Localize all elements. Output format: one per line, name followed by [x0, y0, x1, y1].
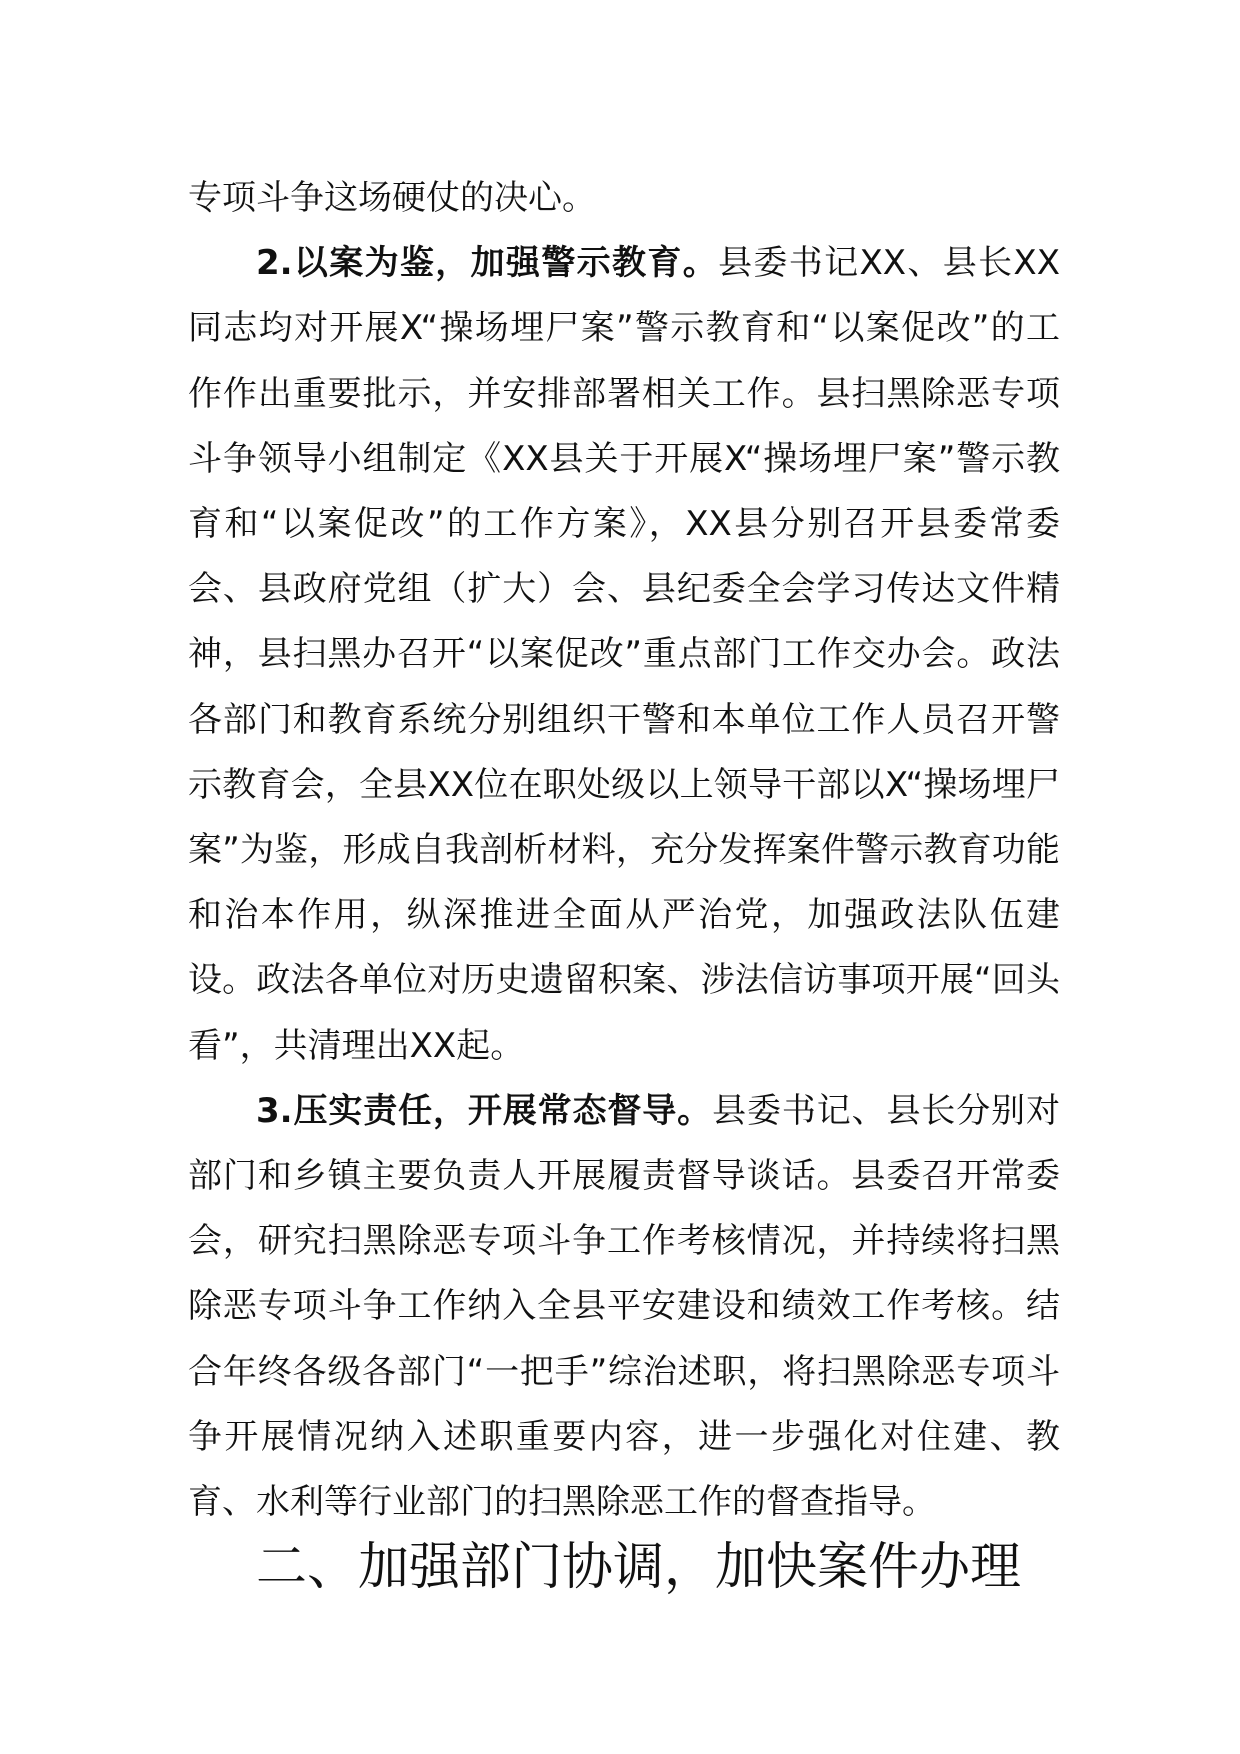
- paragraph-continuation: [188, 166, 1060, 231]
- paragraph-warning-education: [188, 231, 1060, 1079]
- paragraph-lead-heading: 2.以案为鉴，加强警示教育。: [256, 243, 719, 284]
- paragraph-text: 县委书记、县长分别对部门和乡镇主要负责人开展履责督导谈话。县委召开常委会，研究扫黑除恶专项斗争工作考核情况，并持续将扫黑除恶专项斗争工作纳入全县平安建设和绩效工作考核。结合年终各级各部门“一把手”综治述职，将扫黑除恶专项斗争开展情况纳入述职重要内容，进一步强化对住建、教育、水利等行业部门的扫黑除恶工作的督查指导。: [188, 1090, 1061, 1523]
- paragraph-lead-heading: 3.压实责任，开展常态督导。: [256, 1090, 713, 1131]
- paragraph-text: 县委书记XX、县长XX同志均对开展X“操场埋尸案”警示教育和“以案促改”的工作作出重要批示，并安排部署相关工作。县扫黑除恶专项斗争领导小组制定《XX县关于开展X“操场埋尸案”警示教育和“以案促改”的工作方案》，XX县分别召开县委常委会、县政府党组（扩大）会、县纪委全会学习传达文件精神，县扫黑办召开“以案促改”重点部门工作交办会。政法各部门和教育系统分别组织干警和本单位工作人员召开警示教育会，全县XX位在职处级以上领导干部以X“操场埋尸案”为鉴，形成自我剖析材料，充分发挥案件警示教育功能和治本作用，纵深推进全面从严治党，加强政法队伍建设。政法各单位对历史遗留积案、涉法信访事项开展“回头看”，共清理出XX起。: [188, 243, 1060, 1066]
- paragraph-supervision: [188, 1079, 1060, 1535]
- section-heading: 二、加强部门协调，加快案件办理: [256, 1538, 1022, 1598]
- paragraph-text: 专项斗争这场硬仗的决心。: [188, 178, 596, 218]
- document-body: [188, 166, 1060, 1600]
